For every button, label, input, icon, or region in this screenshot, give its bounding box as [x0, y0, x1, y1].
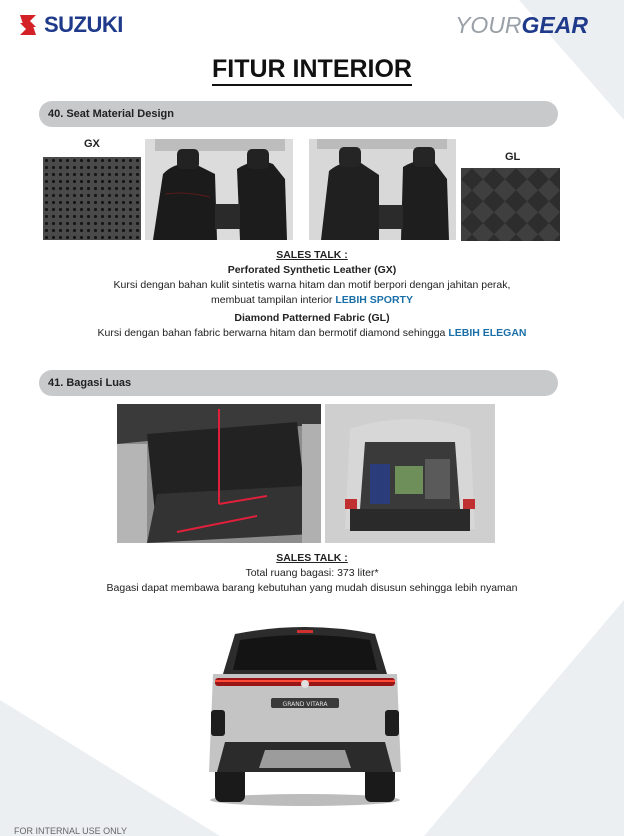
- item-desc-gx-line2: membuat tampilan interior LEBIH SPORTY: [211, 294, 413, 306]
- sales-talk-bagasi: [0, 551, 624, 596]
- gl-seat-interior-image: [309, 139, 456, 240]
- car-badge-text: GRAND VITARA: [282, 701, 328, 708]
- sales-talk-heading-2: SALES TALK :: [276, 552, 348, 564]
- trunk-rear-luggage-image: [325, 404, 495, 543]
- footer-internal-use: FOR INTERNAL USE ONLY: [14, 826, 128, 836]
- trunk-interior-image: [117, 404, 321, 543]
- bagasi-volume: Total ruang bagasi: 373 liter*: [245, 567, 379, 579]
- tagline: YOURGEAR: [455, 12, 588, 38]
- grand-vitara-rear-image: [205, 622, 405, 807]
- sales-talk-seat: [0, 248, 624, 341]
- item-title-gl: Diamond Patterned Fabric (GL): [234, 312, 390, 324]
- bagasi-desc: Bagasi dapat membawa barang kebutuhan yang mudah disusun sehingga lebih nyaman: [106, 582, 518, 594]
- item-title-gx: Perforated Synthetic Leather (GX): [227, 264, 397, 276]
- suzuki-logo: [16, 12, 123, 38]
- sales-talk-heading: SALES TALK :: [276, 249, 348, 261]
- highlight-sporty: LEBIH SPORTY: [335, 294, 413, 306]
- bg-shape-bottom-right: [424, 600, 624, 836]
- brand-name: SUZUKI: [44, 12, 123, 37]
- highlight-elegan: LEBIH ELEGAN: [448, 327, 527, 339]
- page-title: FITUR INTERIOR: [0, 55, 624, 84]
- section-bar-bagasi: 41. Bagasi Luas: [39, 370, 558, 396]
- item-desc-gl: Kursi dengan bahan fabric berwarna hitam dan bermotif diamond sehingga LEBIH ELEGAN: [97, 327, 527, 339]
- suzuki-s-icon: [16, 13, 40, 37]
- gl-diamond-texture-image: [461, 168, 560, 241]
- section-bar-seat-material: 40. Seat Material Design: [39, 101, 558, 127]
- gx-seat-interior-image: [145, 139, 293, 240]
- label-gx: GX: [84, 138, 100, 150]
- label-gl: GL: [505, 151, 521, 163]
- gx-perforated-texture-image: [43, 157, 141, 240]
- bg-shape-bottom-left: [0, 700, 220, 836]
- item-desc-gx-line1: Kursi dengan bahan kulit sintetis warna hitam dan motif berpori dengan jahitan perak,: [113, 279, 511, 291]
